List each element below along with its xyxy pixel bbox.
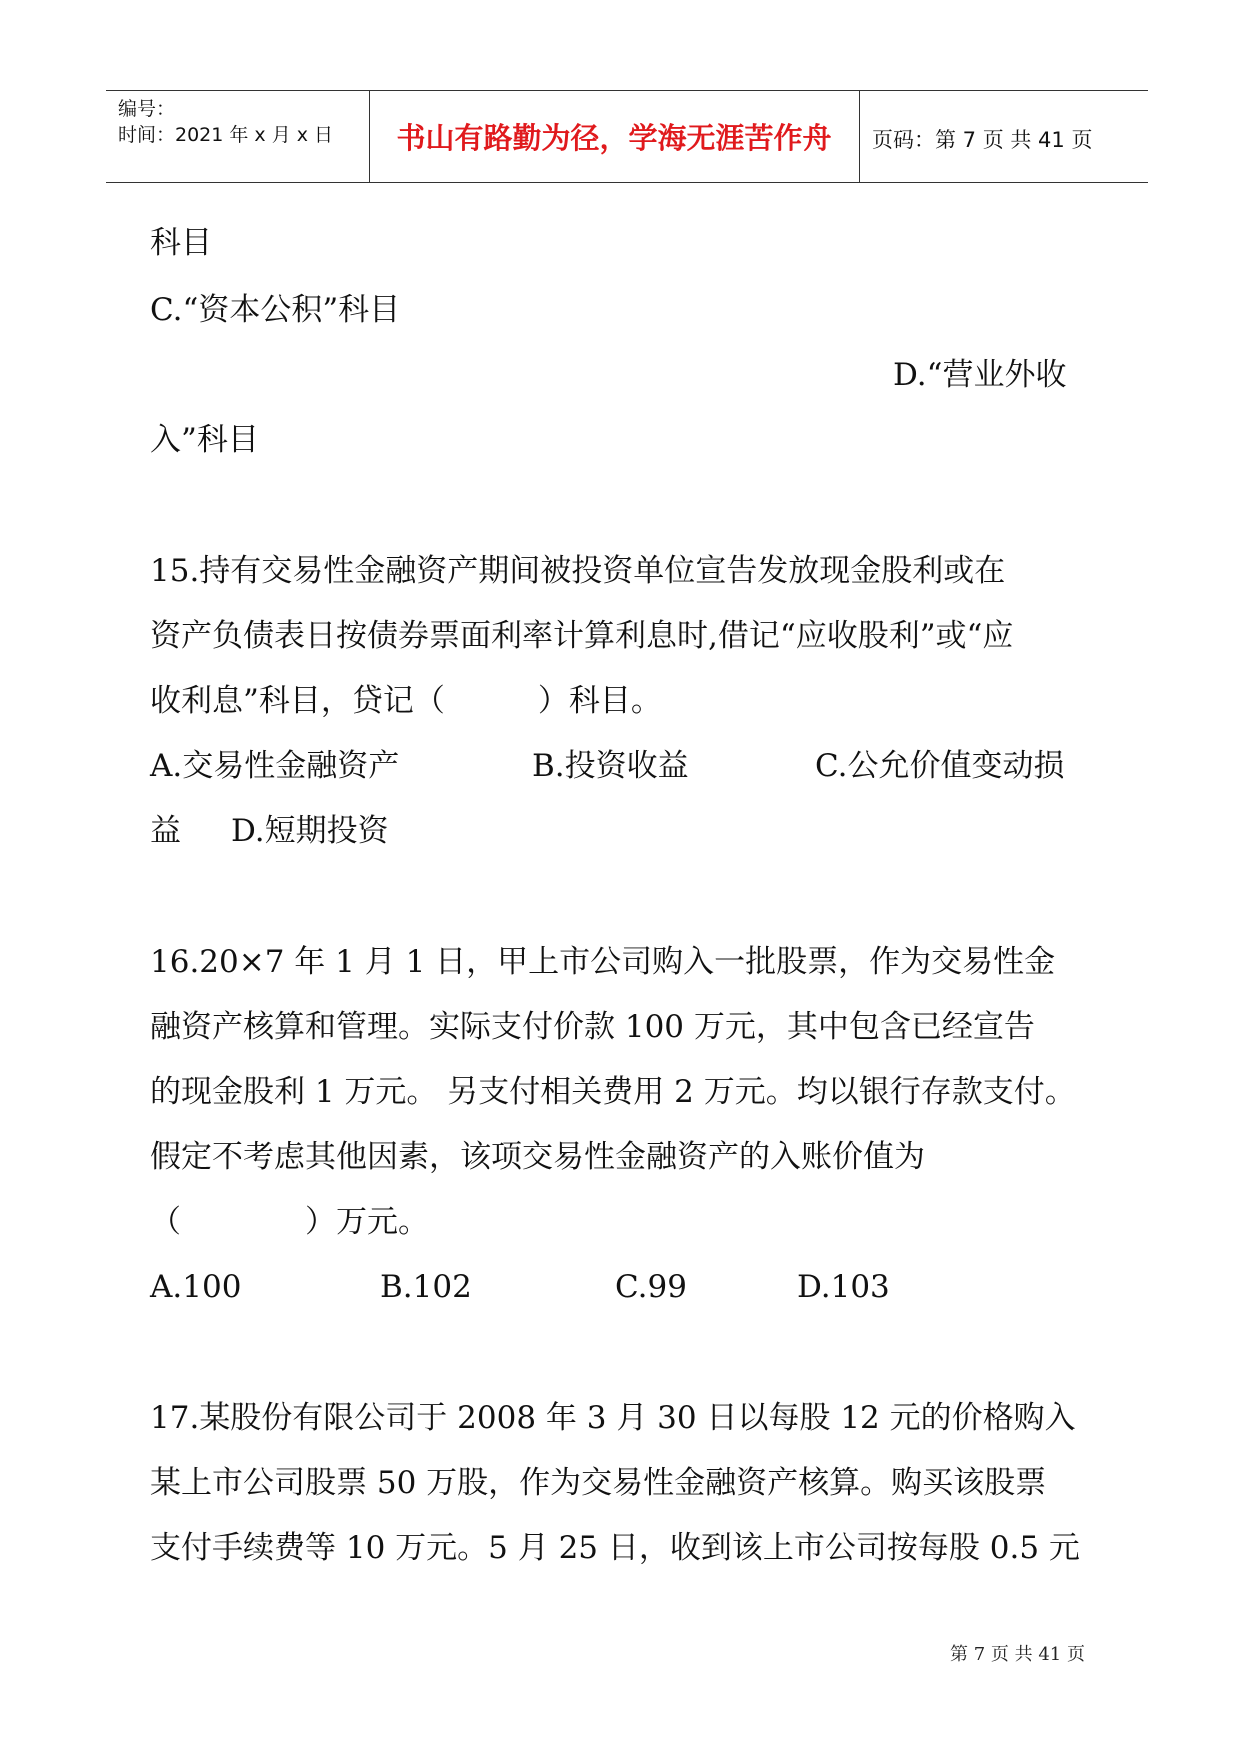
q16-line-3: 的现金股利 1 万元。 另支付相关费用 2 万元。均以银行存款支付。 (150, 1074, 1076, 1110)
q15-option-a: A.交易性金融资产 (150, 748, 400, 784)
header-meta (118, 96, 333, 148)
header-time-label: 时间：2021 年 x 月 x 日 (118, 124, 334, 146)
q16-option-d: D.103 (797, 1269, 890, 1305)
q15-line-5: 益 (150, 813, 181, 849)
q14-line-1: 科目 (150, 225, 212, 261)
q15-option-b: B.投资收益 (532, 748, 689, 784)
q16-line-4: 假定不考虑其他因素，该项交易性金融资产的入账价值为 (150, 1139, 925, 1175)
q16-option-b: B.102 (380, 1269, 472, 1305)
q16-line-2: 融资产核算和管理。实际支付价款 100 万元，其中包含已经宣告 (150, 1009, 1035, 1045)
footer-page-number: 第 7 页 共 41 页 (950, 1644, 1085, 1665)
q15-line-3: 收利息”科目，贷记（ ）科目。 (150, 683, 662, 719)
q15-option-c: C.公允价值变动损 (815, 748, 1065, 784)
q16-line-5: （ ）万元。 (150, 1204, 429, 1240)
q15-line-2: 资产负债表日按债券票面利率计算利息时,借记“应收股利”或“应 (150, 618, 1014, 654)
q17-line-3: 支付手续费等 10 万元。5 月 25 日，收到该上市公司按每股 0.5 元 (150, 1530, 1080, 1566)
header-number-label: 编号： (118, 98, 176, 120)
header-motto: 书山有路勤为径，学海无涯苦作舟 (396, 121, 832, 155)
q16-option-a: A.100 (150, 1269, 242, 1305)
q17-line-2: 某上市公司股票 50 万股，作为交易性金融资产核算。购买该股票 (150, 1465, 1047, 1501)
q15-option-d: D.短期投资 (231, 813, 389, 849)
q16-line-1: 16.20×7 年 1 月 1 日，甲上市公司购入一批股票，作为交易性金 (150, 944, 1056, 980)
q14-line-4: 入”科目 (150, 422, 259, 458)
header-page-info: 页码：第 7 页 共 41 页 (872, 128, 1093, 152)
q17-line-1: 17.某股份有限公司于 2008 年 3 月 30 日以每股 12 元的价格购入 (150, 1400, 1076, 1436)
q14-option-d: D.“营业外收 (893, 357, 1067, 393)
header-divider-right (859, 90, 860, 182)
header-top-rule (106, 90, 1148, 91)
q15-line-1: 15.持有交易性金融资产期间被投资单位宣告发放现金股利或在 (150, 553, 1006, 589)
header-bottom-rule (106, 182, 1148, 183)
q14-option-c: C.“资本公积”科目 (150, 292, 401, 328)
q16-option-c: C.99 (615, 1269, 687, 1305)
